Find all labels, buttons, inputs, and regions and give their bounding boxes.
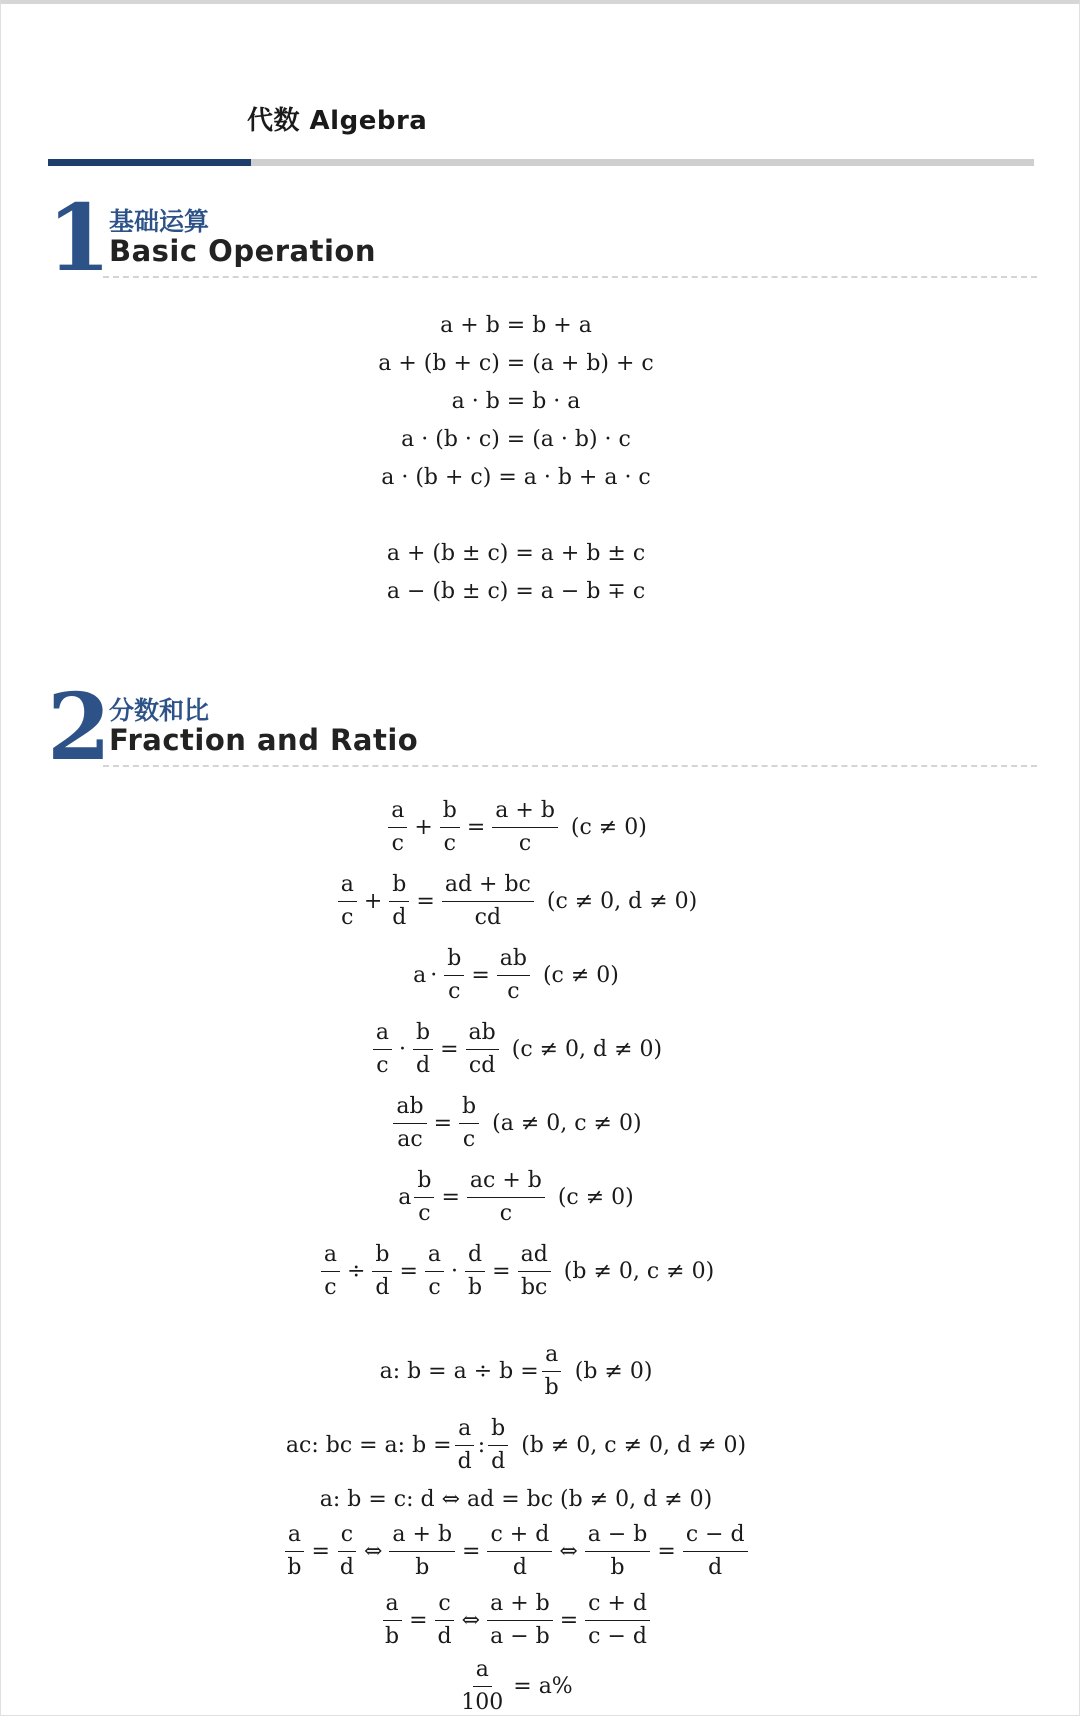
- section-2-number: 2: [47, 673, 112, 781]
- formula: a $\frac{b}{c}$ = $\frac{ac + b}{c}$ (c ≠ 0): [398, 1167, 634, 1226]
- formula: $\frac{ab}{ac}$ = $\frac{b}{c}$ (a ≠ 0, c ≠ 0): [1, 1086, 1031, 1160]
- formula: a · $\frac{b}{c}$ = $\frac{ab}{c}$ (c ≠ 0): [413, 945, 619, 1004]
- formula: $\frac{a}{b}$ = $\frac{c}{d}$ ⇔ $\frac{a + b}{a - b}$ = $\frac{c + d}{c - d}$: [1, 1586, 1031, 1654]
- formula: ac: bc = a: b = $\frac{a}{d}$ : $\frac{b}{d}$ (b ≠ 0, c ≠ 0, d ≠ 0): [285, 1415, 747, 1474]
- formula: $\frac{a}{b}$ = $\frac{c}{d}$ ⇔ $\frac{a + b}{b}$ = $\frac{c + d}{d}$ ⇔ $\frac{a - b}{b}$ = $\frac{c - d}{d}$: [1, 1516, 1031, 1586]
- formula: $\frac{a}{100}$ = a%: [461, 1656, 573, 1715]
- page-title: 代数 Algebra: [247, 106, 428, 136]
- formula: a + b = b + a: [440, 312, 592, 338]
- formula: a · (b · c) = (a · b) · c: [401, 426, 631, 452]
- formula: a + (b + c) = (a + b) + c: [378, 350, 654, 376]
- section-2-divider: [103, 765, 1037, 767]
- formula: a + (b ± c) = a + b ± c: [386, 540, 646, 566]
- title-underline-accent: [48, 159, 251, 166]
- formula: a: b = a ÷ b = $\frac{a}{b}$ (b ≠ 0): [379, 1341, 653, 1400]
- formula: a: b = c: d ⇔ ad = bc (b ≠ 0, d ≠ 0): [319, 1486, 713, 1512]
- formula: $\frac{a}{c}$ · $\frac{b}{d}$ = $\frac{ab}{cd}$ (c ≠ 0, d ≠ 0): [1, 1012, 1031, 1086]
- section-1-title-en: Basic Operation: [109, 234, 376, 268]
- section-1-title-cn: 基础运算: [109, 207, 210, 236]
- formula: a − (b ± c) = a − b ∓ c: [386, 578, 646, 604]
- section-1-number: 1: [47, 184, 112, 292]
- section-1-formulas: [1, 306, 1031, 610]
- section-2-title-cn: 分数和比: [109, 696, 210, 725]
- section-2-header: [47, 673, 1037, 781]
- section-2-formulas: [1, 790, 1031, 1718]
- formula: a · b = b · a: [451, 388, 581, 414]
- formula: a · (b + c) = a · b + a · c: [381, 464, 651, 490]
- section-2-title-en: Fraction and Ratio: [109, 723, 419, 757]
- formula: $\frac{a}{c}$ ÷ $\frac{b}{d}$ = $\frac{a}{c}$ · $\frac{d}{b}$ = $\frac{ad}{bc}$ (b ≠ 0, c ≠ 0): [1, 1234, 1031, 1308]
- section-1-header: [47, 184, 1037, 292]
- title-underline: [48, 159, 1034, 166]
- section-1-divider: [103, 276, 1037, 278]
- formula: $\frac{a}{c}$ + $\frac{b}{d}$ = $\frac{ad + bc}{cd}$ (c ≠ 0, d ≠ 0): [1, 864, 1031, 938]
- formula: $\frac{a}{c}$ + $\frac{b}{c}$ = $\frac{a + b}{c}$ (c ≠ 0): [1, 790, 1031, 864]
